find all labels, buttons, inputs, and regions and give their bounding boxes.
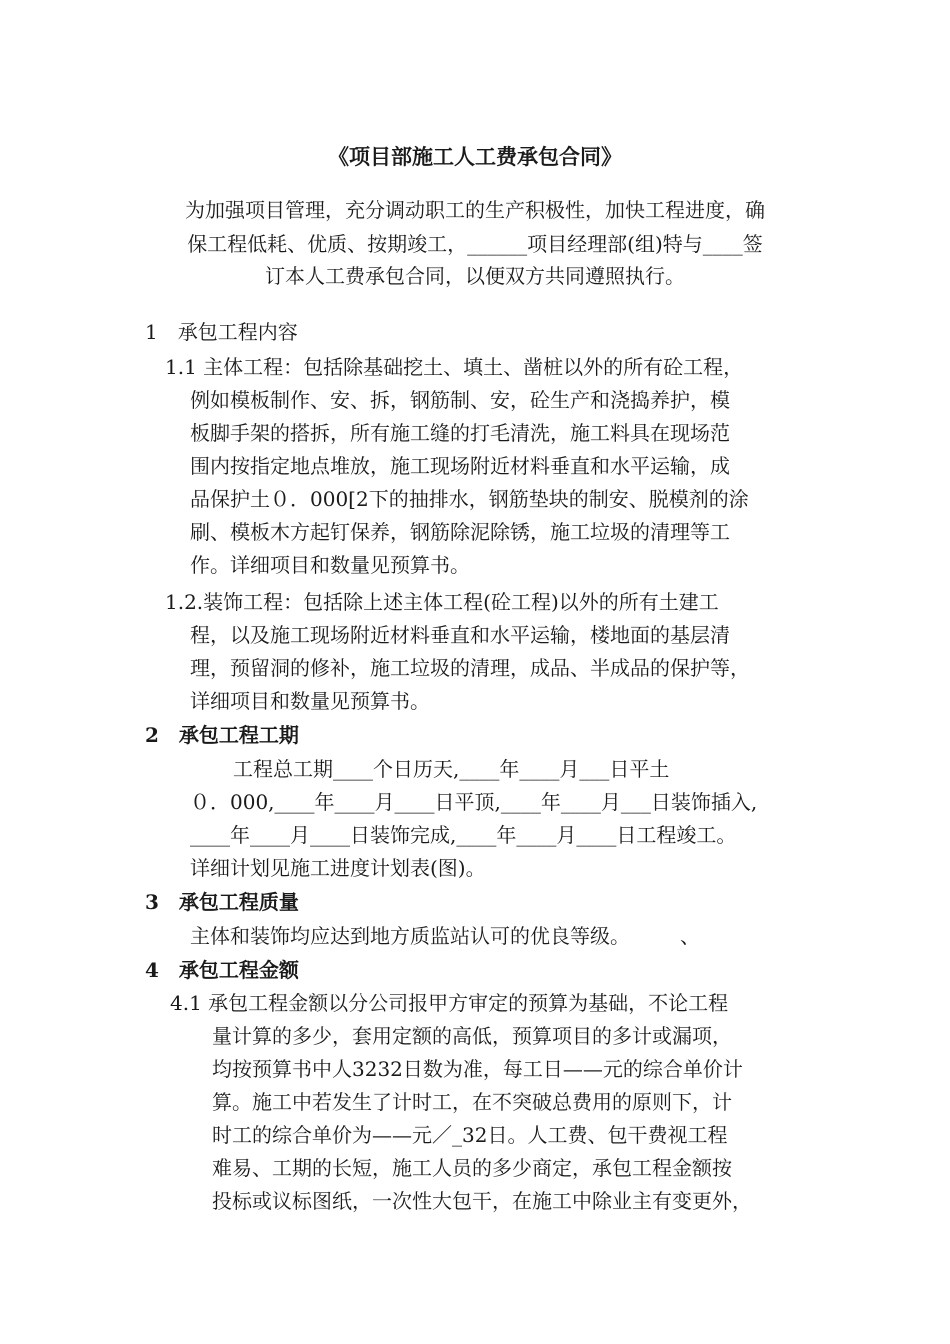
item-4-1-line: 投标或议标图纸，一次性大包干，在施工中除业主有变更外， (212, 1189, 752, 1213)
item-1-1-line: 板脚手架的搭拆，所有施工缝的打毛清洗，施工料具在现场范 (190, 421, 730, 445)
section-3-heading: 3 承包工程质量 (145, 890, 299, 914)
item-1-1-line: 围内按指定地点堆放，施工现场附近材料垂直和水平运输，成 (190, 454, 730, 478)
item-4-1-line: 4.1 承包工程金额以分公司报甲方审定的预算为基础，不论工程 (170, 991, 729, 1015)
item-4-1-line: 均按预算书中人3232日数为准，每工日——元的综合单价计 (212, 1057, 743, 1081)
item-4-1-line: 时工的综合单价为——元／_32日。人工费、包干费视工程 (212, 1123, 728, 1147)
document-title: 《项目部施工人工费承包合同》 (328, 144, 622, 169)
quality-line: 主体和装饰均应达到地方质监站认可的优良等级。 、 (190, 924, 700, 948)
schedule-line: 工程总工期____个日历天,____年____月___日平土 (233, 757, 670, 781)
section-1-heading: 1 承包工程内容 (145, 320, 298, 344)
item-4-1-line: 难易、工期的长短，施工人员的多少商定，承包工程金额按 (212, 1156, 732, 1180)
schedule-line: ０．000,____年____月____日平顶,____年____月___日装饰插入, (190, 790, 758, 814)
intro-line-2: 保工程低耗、优质、按期竣工，______项目经理部(组)特与____签 (187, 232, 763, 256)
item-1-2-line: 详细项目和数量见预算书。 (190, 689, 430, 713)
section-4-heading: 4 承包工程金额 (145, 958, 299, 982)
schedule-line: 详细计划见施工进度计划表(图)。 (190, 856, 486, 880)
item-1-2-line: 1.2.装饰工程：包括除上述主体工程(砼工程)以外的所有土建工 (165, 590, 719, 614)
item-1-1-line: 品保护土０．000[2下的抽排水，钢筋垫块的制安、脱模剂的涂 (190, 487, 749, 511)
item-4-1-line: 算。施工中若发生了计时工，在不突破总费用的原则下，计 (212, 1090, 732, 1114)
item-1-2-line: 程，以及施工现场附近材料垂直和水平运输，楼地面的基层清 (190, 623, 730, 647)
item-4-1-line: 量计算的多少，套用定额的高低，预算项目的多计或漏项， (212, 1024, 732, 1048)
intro-line-3: 订本人工费承包合同，以便双方共同遵照执行。 (265, 264, 685, 288)
item-1-1-line: 刷、模板木方起钉保养，钢筋除泥除锈，施工垃圾的清理等工 (190, 520, 730, 544)
intro-line-1: 为加强项目管理，充分调动职工的生产积极性，加快工程进度，确 (185, 198, 765, 222)
section-2-heading: 2 承包工程工期 (145, 723, 299, 747)
item-1-1-line: 1.1 主体工程：包括除基础挖土、填土、凿桩以外的所有砼工程， (165, 355, 744, 379)
schedule-line: ____年____月____日装饰完成,____年____月____日工程竣工。 (190, 823, 737, 847)
item-1-1-line: 例如模板制作、安、拆，钢筋制、安，砼生产和浇捣养护，模 (190, 388, 730, 412)
item-1-2-line: 理，预留洞的修补，施工垃圾的清理，成品、半成品的保护等， (190, 656, 750, 680)
item-1-1-line: 作。详细项目和数量见预算书。 (190, 553, 470, 577)
